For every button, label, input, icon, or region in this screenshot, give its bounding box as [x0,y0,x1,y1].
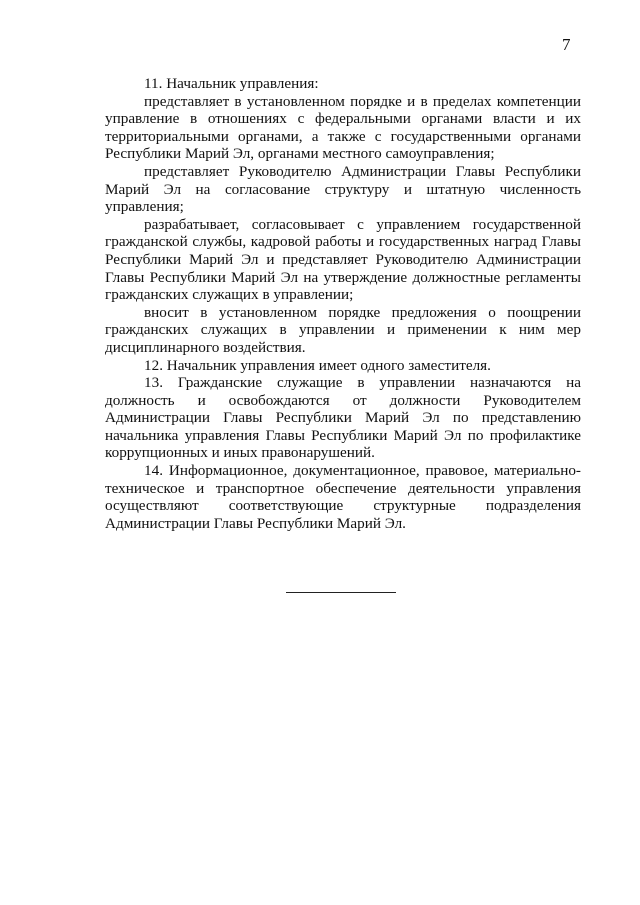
paragraph-11-represents: представляет в установленном порядке и в пределах компетенции управление в отношениях с федеральными органами власти и их территориальными органами, а также с государственными органами Республики Марий Эл, органами местного самоуправления; [105,92,581,163]
closing-divider-line [286,592,396,593]
paragraph-13: 13. Гражданские служащие в управлении назначаются на должность и освобождаются от должности Руководителем Администрации Главы Республики Марий Эл по представлению начальника управления Главы Республики Марий Эл по профилактике коррупционных и иных правонарушений. [105,374,581,462]
document-body [105,75,581,532]
paragraph-12: 12. Начальник управления имеет одного заместителя. [144,356,491,374]
paragraph-11-heading: 11. Начальник управления: [144,75,319,92]
paragraph-11-submits-structure: представляет Руководителю Администрации Главы Республики Марий Эл на согласование структуру и штатную численность управления; [105,162,581,216]
paragraph-11-develops-regulations: разрабатывает, согласовывает с управлением государственной гражданской службы, кадровой работы и государственных наград Главы Республики Марий Эл и представляет Руководителю Администрации Главы Республики Марий Эл на утверждение должностные регламенты гражданских служащих в управлении; [105,215,581,304]
page-number: 7 [562,35,571,54]
paragraph-11-proposes-incentives: вносит в установленном порядке предложения о поощрении гражданских служащих в управлении и применении к ним мер дисциплинарного воздействия. [105,303,581,356]
paragraph-14: 14. Информационное, документационное, правовое, материально-техническое и транспортное обеспечение деятельности управления осуществляют соответствующие структурные подразделения Администрации Главы Республики Марий Эл. [105,462,581,532]
